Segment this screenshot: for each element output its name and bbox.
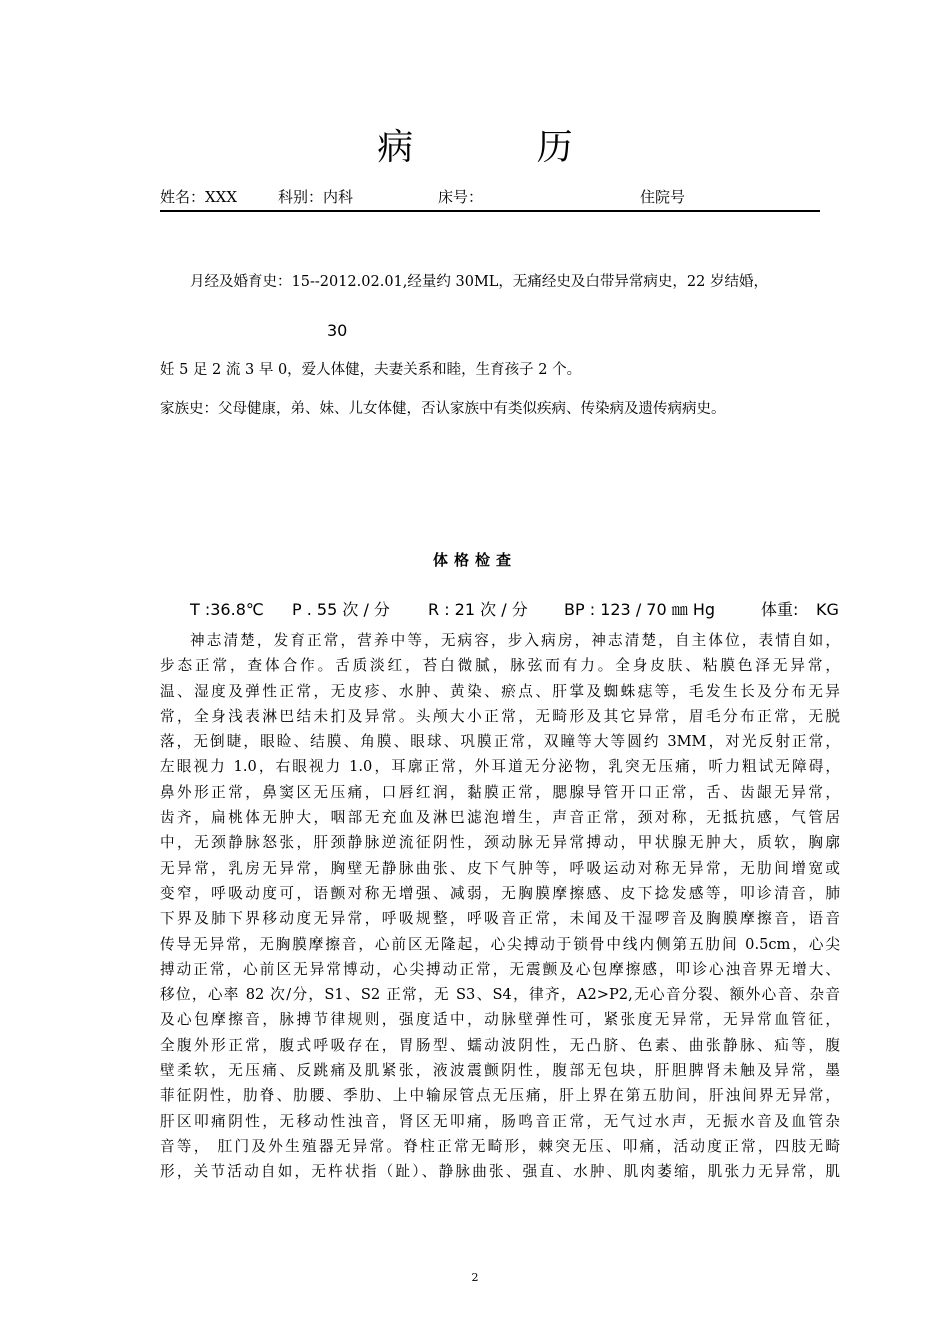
exam-text-line: 齿齐，扁桃体无肿大，咽部无充血及淋巴滤泡增生，声音正常，颈对称，无抵抗感，气管居 [160,809,840,827]
exam-text-line: 形，关节活动自如，无杵状指（趾）、静脉曲张、强直、水肿、肌肉萎缩，肌张力无异常，肌 [160,1163,840,1181]
temperature-value: T :36.8℃ [190,600,264,619]
vital-signs-row [190,598,840,622]
menstrual-number: 30 [327,321,348,340]
exam-text-line: 全腹外形正常，腹式呼吸存在，胃肠型、蠕动波阴性，无凸脐、色素、曲张静脉、疝等，腹 [160,1036,840,1054]
physical-exam-body [160,628,840,1185]
exam-text-line: 鼻外形正常，鼻窦区无压痛，口唇红润，黏膜正常，腮腺导管开口正常，舌、齿龈无异常， [160,783,840,801]
exam-text-line: 及心包摩擦音，脉搏节律规则，强度适中，动脉壁弹性可，紧张度无异常，无异常血管征， [160,1011,840,1029]
exam-text-line: 神志清楚，发育正常，营养中等，无病容，步入病房，神志清楚，自主体位，表情自如， [190,632,840,649]
exam-text-line: 温、湿度及弹性正常，无皮疹、水肿、黄染、瘀点、肝掌及蜘蛛痣等，毛发生长及分布无异 [160,682,840,700]
exam-text-line: 传导无异常，无胸膜摩擦音，心前区无隆起，心尖搏动于锁骨中线内侧第五肋间 0.5cm，心尖 [160,935,840,953]
pregnancy-history: 妊 5 足 2 流 3 早 0，爱人体健，夫妻关系和睦，生育孩子 2 个。 [160,362,582,378]
page-number: 2 [471,1271,479,1284]
exam-text-line: 下界及肺下界移动度无异常，呼吸规整，呼吸音正常，未闻及干湿啰音及胸膜摩擦音，语音 [160,910,840,928]
patient-header [160,184,820,212]
menstrual-history-tail: ，22 岁结婚， [672,274,768,290]
exam-text-line: 左眼视力 1.0，右眼视力 1.0，耳廓正常，外耳道无分泌物，乳突无压痛，听力粗试无障碍， [160,758,840,776]
exam-text-line: 音等， 肛门及外生殖器无异常。脊柱正常无畸形，棘突无压、叩痛，活动度正常，四肢无畸 [160,1137,840,1155]
weight-label: 体重: [761,600,799,619]
physical-exam-heading: 体格检查 [432,551,517,569]
exam-text-line: 壁柔软，无压痛、反跳痛及肌紧张，液波震颤阴性，腹部无包块，肝胆脾肾未触及异常，墨 [160,1062,840,1080]
pulse-value: P . 55 次 / 分 [292,600,390,619]
bed-number-field: 床号： [438,188,484,206]
menstrual-history [190,271,768,293]
family-history-emphasis: 否认家族中有类似疾病、传染病及遗传病病史。 [421,401,726,417]
exam-text-line: 变窄，呼吸动度可，语颤对称无增强、减弱，无胸膜摩擦感、皮下捻发感等，叩诊清音，肺 [160,884,840,902]
exam-text-line: 中，无颈静脉怒张，肝颈静脉逆流征阴性，颈动脉无异常搏动，甲状腺无肿大，质软，胸廓 [160,834,840,852]
menstrual-history-text: 月经及婚育史：15--2012.02.01,经量约 30ML，无痛经史 [190,274,571,290]
exam-text-line: 移位，心率 82 次/分，S1、S2 正常，无 S3、S4，律齐，A2>P2,无心音分裂、额外心音、杂音 [160,986,840,1004]
exam-text-line: 搏动正常，心前区无异常博动，心尖搏动正常，无震颤及心包摩擦感，叩诊心浊音界无增大、 [160,960,840,978]
exam-text-line: 落，无倒睫，眼睑、结膜、角膜、眼球、巩膜正常，双瞳等大等圆约 3MM，对光反射正常， [160,733,840,751]
patient-name-field: 姓名：XXX [160,188,238,206]
blood-pressure-value: BP : 123 / 70 ㎜ Hg [564,600,716,619]
inpatient-number-field: 住院号 [640,188,686,206]
exam-text-line: 步态正常，查体合作。舌质淡红，苔白微腻，脉弦而有力。全身皮肤、粘膜色泽无异常， [160,657,840,675]
exam-text-line: 菲征阴性，肋脊、肋腰、季肋、上中输尿管点无压痛，肝上界在第五肋间，肝浊间界无异常， [160,1087,840,1105]
respiration-value: R : 21 次 / 分 [428,600,528,619]
department-field: 科别：内科 [278,188,354,206]
family-history [160,398,726,420]
family-history-text: 家族史：父母健康，弟、妹、儿女体健， [160,401,421,417]
exam-text-line: 常，全身浅表淋巴结未扪及异常。头颅大小正常，无畸形及其它异常，眉毛分布正常，无脱 [160,707,840,725]
exam-text-line: 肝区叩痛阴性，无移动性浊音，肾区无叩痛，肠鸣音正常，无气过水声，无振水音及血管杂 [160,1112,840,1130]
weight-unit: KG [816,600,839,619]
menstrual-history-emphasis: 及白带异常病史 [570,274,673,290]
exam-text-line: 无异常，乳房无异常，胸壁无静脉曲张、皮下气肿等，呼吸运动对称无异常，无肋间增宽或 [160,859,840,877]
document-title: 病 历 [377,127,629,168]
